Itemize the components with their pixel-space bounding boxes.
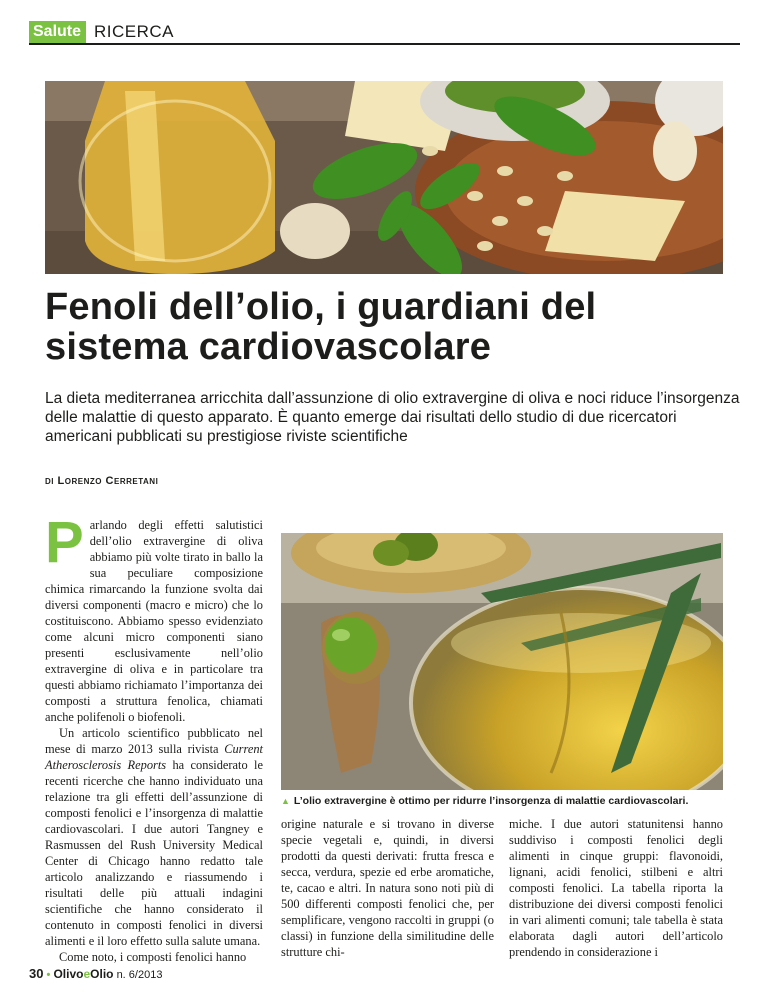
photo-olive-oil-bowl xyxy=(281,533,723,790)
column-3-text: miche. I due autori statunitensi hanno suddiviso i composti fenolici degli alimenti in cinque gruppi: flavonoidi, lignani, acidi fenolici, stilbeni e altri composti fenolici. La tabella riporta la distribuzione dei diversi composti fenolici in vari alimenti comuni; tale tabella è stata elaborata dagli autori dell’articolo prendendo in considerazione i xyxy=(509,817,723,959)
caption-text: L’olio extravergine è ottimo per ridurre l’insorgenza di malattie cardiovascolari. xyxy=(293,795,689,807)
text-column-3 xyxy=(509,816,723,960)
paragraph-1 xyxy=(45,510,263,725)
article-subtitle: La dieta mediterranea arricchita dall’assunzione di olio extravergine di oliva e noci riduce l’insorgenza delle malattie di questo apparato. È quanto emerge dai risultati dello studio di due ricercatori americani pubblicati su prestigiose riviste scientifiche xyxy=(45,390,740,445)
paragraph-2 xyxy=(45,725,263,949)
header-rule xyxy=(29,43,740,45)
hero-photo-olive-oil-pesto xyxy=(45,81,723,274)
column-2-text: origine naturale e si trovano in diverse specie vegetali e, quindi, in diversi prodotti da questi derivati: frutta fresca e secca, verdura, spezie ed erbe aromatiche, te, cacao e altri. In natura sono noti più di 500 differenti composti fenolici che, per semplificare, vengono raccolti in gruppi (o classi) in funzione della similitudine delle strutture chi- xyxy=(281,817,494,959)
journal-name: Current Atherosclerosis Reports xyxy=(45,742,263,772)
page-footer xyxy=(29,966,162,981)
paragraph-2-text-b: ha considerato le recenti ricerche che hanno individuato una relazione tra gli effetti dell’assunzione di composti fenolici e l’insorgenza di malattie cardiovascolari. I due autori Tangney e Rasmussen del Rush University Medical Center di Chicago hanno redatto tale articolo analizzando e riassumendo i risultati delle più attuali indagini scientifiche che hanno considerato il contenuto in composti fenolici in diversi alimenti e il loro effetto sulla salute umana. xyxy=(45,758,263,948)
bullet-dot-icon: • xyxy=(46,969,51,981)
page-header xyxy=(0,0,768,46)
byline: di Lorenzo Cerretani xyxy=(45,475,159,487)
brand-connector: e xyxy=(83,967,91,981)
brand-part-2: Olio xyxy=(90,967,114,981)
section-name: RICERCA xyxy=(94,22,175,41)
dropcap: P xyxy=(45,510,84,575)
paragraph-3: Come noto, i composti fenolici hanno xyxy=(59,950,247,964)
article-title: Fenoli dell’olio, i guardiani del sistema cardiovascolare xyxy=(45,286,597,368)
caption-arrow-icon: ▲ xyxy=(281,796,290,806)
page-number: 30 xyxy=(29,966,44,981)
text-column-1 xyxy=(45,510,263,965)
issue-number: n. 6/2013 xyxy=(116,969,163,981)
paragraph-1-text: arlando degli effetti salutistici dell’olio extravergine di oliva abbiamo più volte tirato in ballo la sua peculiare composizione chimica rimarcando la funzione svolta dai diversi componenti (macro e micro) che lo costituiscono. Abbiamo spesso evidenziato come alcuni micro componenti siano presenti esclusivamente nell’olio extravergine di oliva e in particolare tra questi abbiamo richiamato l’importanza dei composti a struttura fenolica, chiamati anche polifenoli o biofenoli. xyxy=(45,518,263,724)
section-badge: Salute xyxy=(29,21,86,43)
paragraph-2-text-a: Un articolo scientifico pubblicato nel mese di marzo 2013 sulla rivista xyxy=(45,726,263,756)
text-column-2 xyxy=(281,816,494,960)
photo-caption xyxy=(281,794,723,808)
magazine-brand xyxy=(53,967,113,981)
brand-part-1: Olivo xyxy=(53,967,84,981)
